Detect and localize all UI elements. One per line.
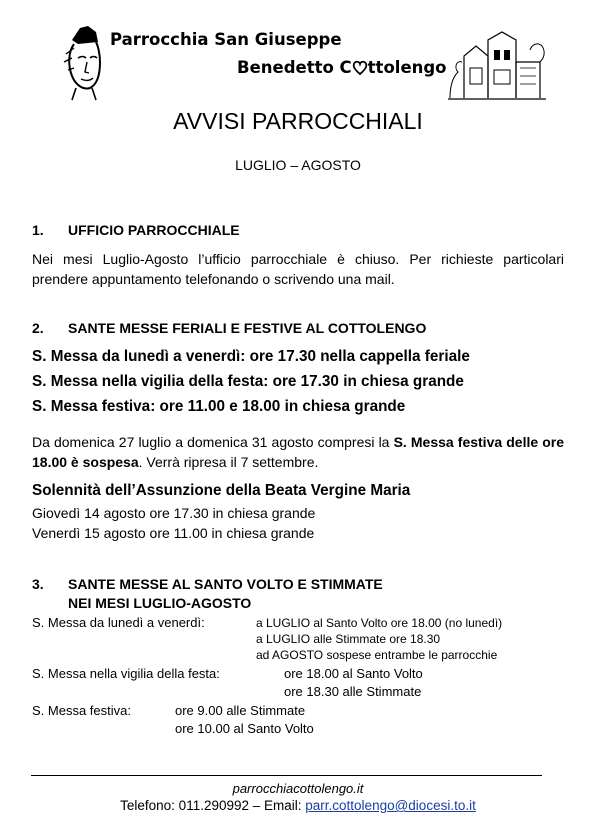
mass-festive-line: S. Messa festiva: ore 11.00 e 18.00 in chiesa grande: [32, 398, 406, 415]
page-subtitle: LUGLIO – AGOSTO: [235, 157, 361, 173]
parish-name-part-a: Benedetto C: [237, 58, 352, 77]
mass-vigil-line: S. Messa nella vigilia della festa: ore 17.30 in chiesa grande: [32, 373, 464, 390]
section3-title-line2: NEI MESI LUGLIO-AGOSTO: [68, 595, 252, 611]
parish-name-line2: [237, 58, 447, 77]
weekday-line-1: a LUGLIO al Santo Volto ore 18.00 (no lunedì): [256, 616, 503, 630]
church-building-icon: [446, 22, 548, 102]
heart-icon: [352, 60, 368, 75]
section3-title-line1: SANTE MESSE AL SANTO VOLTO E STIMMATE: [68, 576, 383, 592]
vigil-line-1: ore 18.00 al Santo Volto: [284, 666, 423, 681]
section2-number: 2.: [32, 320, 44, 336]
feast-line-friday: Venerdì 15 agosto ore 11.00 in chiesa grande: [32, 525, 315, 541]
vigil-label: S. Messa nella vigilia della festa:: [32, 666, 220, 681]
feast-lines: [32, 503, 315, 543]
section2-title: SANTE MESSE FERIALI E FESTIVE AL COTTOLENGO: [68, 320, 427, 336]
section1-heading: [32, 222, 240, 238]
festive-label: S. Messa festiva:: [32, 703, 131, 718]
section1-number: 1.: [32, 222, 44, 238]
section3-number: 3.: [32, 576, 44, 592]
suspension-notice-bold: S. Messa festiva delle ore 18.00 è sospesa: [32, 434, 565, 470]
saint-portrait-icon: [58, 22, 108, 102]
weekday-line-3: ad AGOSTO sospese entrambe le parrocchie: [256, 648, 498, 662]
suspension-notice-a: Da domenica 27 luglio a domenica 31 agosto compresi la: [32, 434, 394, 450]
footer-phone: Telefono: 011.290992 – Email:: [120, 798, 306, 813]
section2-heading: [32, 320, 426, 336]
vigil-line-2: ore 18.30 alle Stimmate: [284, 684, 422, 699]
weekday-label: S. Messa da lunedì a venerdì:: [32, 615, 205, 630]
mass-weekday-line: S. Messa da lunedì a venerdì: ore 17.30 nella cappella feriale: [32, 348, 470, 365]
parish-name-part-b: ttolengo: [367, 58, 447, 77]
footer-divider: [31, 775, 542, 776]
suspension-notice-c: . Verrà ripresa il 7 settembre.: [138, 454, 319, 470]
suspension-notice: [32, 432, 564, 472]
parish-name-line1: Parrocchia San Giuseppe: [110, 30, 342, 49]
footer-email-link[interactable]: parr.cottolengo@diocesi.to.it: [305, 798, 476, 813]
footer-contact: [0, 798, 596, 813]
footer-website[interactable]: parrocchiacottolengo.it: [232, 781, 364, 796]
feast-line-thursday: Giovedì 14 agosto ore 17.30 in chiesa grande: [32, 505, 316, 521]
section1-text: Nei mesi Luglio-Agosto l’ufficio parrocchiale è chiuso. Per richieste particolari prendere appuntamento telefonando o scrivendo una mail.: [32, 251, 564, 287]
weekday-line-2: a LUGLIO alle Stimmate ore 18.30: [256, 632, 441, 646]
festive-line-2: ore 10.00 al Santo Volto: [175, 721, 314, 736]
feast-title: Solennità dell’Assunzione della Beata Vergine Maria: [32, 482, 411, 499]
section3-heading: [32, 576, 383, 592]
festive-line-1: ore 9.00 alle Stimmate: [175, 703, 306, 718]
section1-title: UFFICIO PARROCCHIALE: [68, 222, 240, 238]
page-title: AVVISI PARROCCHIALI: [173, 108, 423, 134]
